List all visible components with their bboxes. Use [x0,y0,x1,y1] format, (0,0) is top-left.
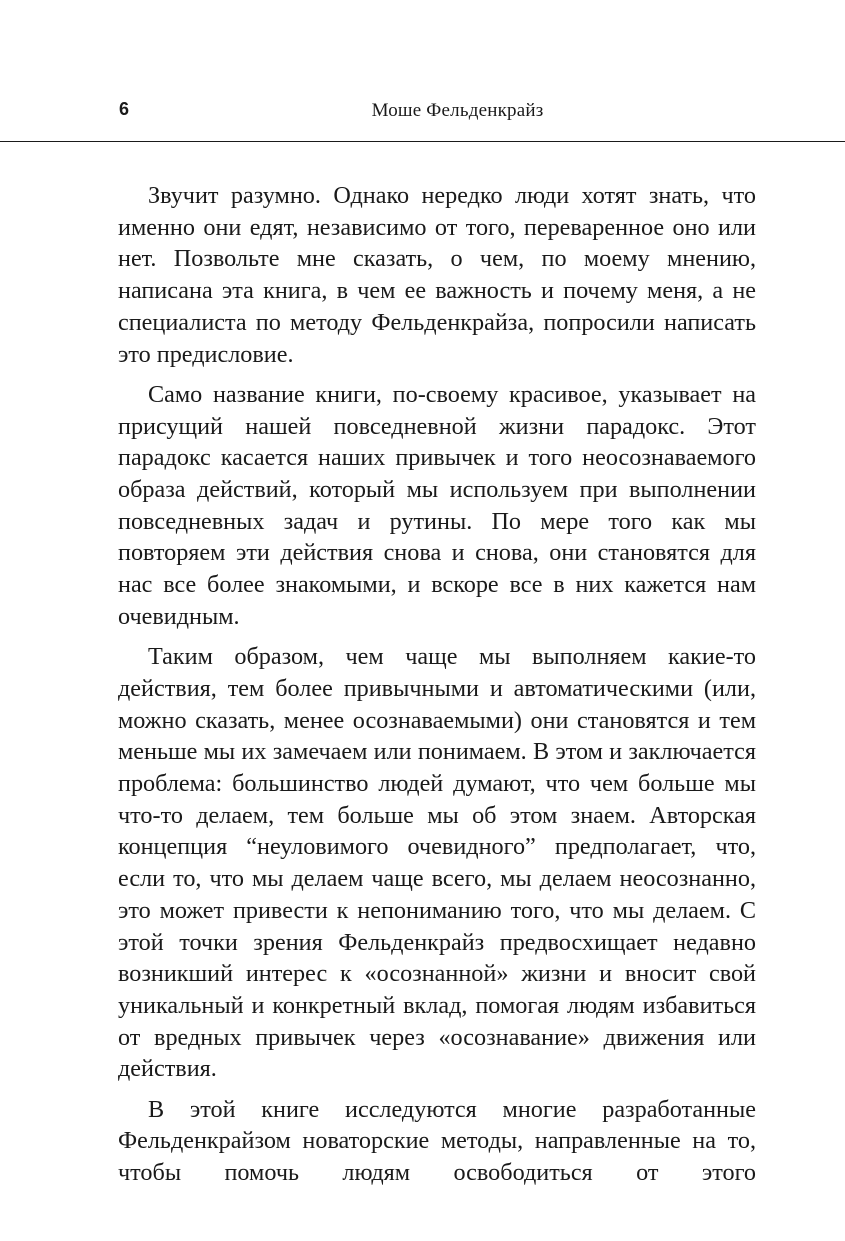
paragraph: Таким образом, чем чаще мы выполняем какие-то действия, тем более привычными и автоматическими (или, можно сказать, менее осознаваемыми) они становятся и тем меньше мы их замечаем или понимаем. В этом и заключается проблема: большинство людей думают, что чем больше мы что-то делаем, тем больше мы об этом знаем. Авторская концепция “неуловимого очевидного” предполагает, что, если то, что мы делаем чаще всего, мы делаем неосознанно, это может привести к непониманию того, что мы делаем. С этой точки зрения Фельденкрайз предвосхищает недавно возникший интерес к «осознанной» жизни и вносит свой уникальный и конкретный вклад, помогая людям избавиться от вредных привычек через «осознавание» движения или действия. [118,643,756,1083]
running-title: Моше Фельденкрайз [371,100,544,121]
body-text [118,180,756,1198]
paragraph: В этой книге исследуются многие разработанные Фельденкрайзом новаторские методы, направленные на то, чтобы помочь людям освободиться от этого [118,1095,756,1187]
page-header [0,0,845,142]
page-number: 6 [119,99,130,119]
paragraph: Само название книги, по-своему красивое, указывает на присущий нашей повседневной жизни парадокс. Этот парадокс касается наших привычек и того неосознаваемого образа действий, который мы используем при выполнении повседневных задач и рутины. По мере того как мы повторяем эти действия снова и снова, они становятся для нас все более знакомыми, и вскоре все в них кажется нам очевидным. [118,380,756,630]
paragraph: Звучит разумно. Однако нередко люди хотят знать, что именно они едят, независимо от того, переваренное оно или нет. Позвольте мне сказать, о чем, по моему мнению, написана эта книга, в чем ее важность и почему меня, а не специалиста по методу Фельденкрайза, попросили написать это предисловие. [118,182,756,368]
